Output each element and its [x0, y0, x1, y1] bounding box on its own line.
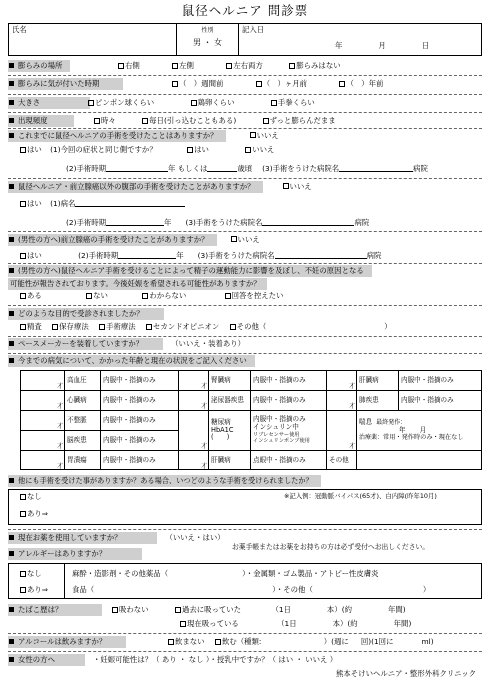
q-size [8, 97, 90, 109]
q-female-label: 女性の方へ [8, 654, 85, 666]
checkbox-icon[interactable] [118, 63, 124, 69]
q-smoking-label: たばこ歴は？ [8, 604, 102, 616]
prior-hernia-sub1: はい (1)今回の症状と同じ側ですか？ はい いいえ [20, 146, 274, 155]
opt-right[interactable]: 右側 [118, 61, 140, 70]
checkbox-icon[interactable] [20, 587, 26, 593]
divider [8, 231, 482, 232]
q-medication-label: 現在お薬を使用していますか？ [8, 532, 157, 544]
checkbox-icon[interactable] [226, 63, 232, 69]
divider [8, 633, 482, 634]
checkbox-icon[interactable] [20, 293, 26, 299]
divider [8, 112, 482, 113]
sex-options[interactable]: 男 ・ 女 [192, 38, 223, 47]
q-noticed-time [8, 78, 123, 90]
divider [8, 651, 482, 652]
disease-name-input[interactable] [75, 199, 185, 207]
name-label: 氏名 [12, 25, 27, 34]
allergy-line1[interactable]: 麻酔・造影剤・その他薬品（ ）・金属類・ゴム製品・アトピー性皮膚炎 [72, 569, 379, 578]
female-questions[interactable]: ・妊娠可能性は？（ あり ・ なし ）・授乳中ですか？（ はい ・ いいえ ） [92, 654, 338, 664]
fertility-options: ある ない わからない 回答を控えたい [20, 292, 283, 301]
checkbox-icon[interactable] [168, 639, 174, 645]
opt-both[interactable]: 左右両方 [226, 61, 263, 70]
size-options: ピンポン球くらい 鶏卵くらい 手拳くらい [88, 99, 315, 108]
patient-info-box [8, 23, 482, 56]
name-field[interactable] [9, 24, 177, 55]
checkbox-icon[interactable] [112, 607, 118, 613]
q-prior-hernia-surgery: これまでに鼠径ヘルニアの手術を受けたことはありますか？ いいえ [8, 130, 279, 142]
checkbox-icon[interactable] [187, 147, 193, 153]
checkbox-icon[interactable] [20, 511, 26, 517]
checkbox-icon[interactable] [180, 621, 186, 627]
q-fertility-line1: (男性の方へ)鼠径ヘルニア手術を受けることによって精子の運動能力に影響を及ぼし、不妊の原因となる [8, 265, 372, 277]
divider [8, 305, 482, 306]
purpose-options: 精査 保存療法 手術療法 セカンドオピニオン その他（ ） [20, 323, 392, 332]
pacemaker-options[interactable]: （いいえ・装着あり） [171, 338, 246, 348]
q-allergy-label: アレルギーはありますか？ [8, 548, 142, 560]
date-label: 記入日 [242, 25, 265, 34]
sex-label: 性別 [201, 27, 214, 34]
divider [8, 94, 482, 95]
sex-field[interactable] [177, 24, 239, 55]
checkbox-icon[interactable] [20, 253, 26, 259]
checkbox-icon[interactable] [250, 132, 256, 138]
q-prior-hernia-surgery-label: これまでに鼠径ヘルニアの手術を受けたことはありますか？ [8, 130, 226, 142]
other-surgery-sub1: はい (1)病名 [20, 199, 185, 209]
q-fertility-line2: 可能性が報告されております。今後妊娠を希望される可能性がありますか？ [8, 278, 267, 290]
q-bulge-location [8, 60, 70, 72]
page-title: 鼠径ヘルニア 問診票 [181, 3, 309, 18]
checkbox-icon[interactable] [142, 293, 148, 299]
checkbox-icon[interactable] [172, 81, 178, 87]
bulge-location-options [118, 62, 341, 71]
checkbox-icon[interactable] [245, 147, 251, 153]
surgery-age-input[interactable] [207, 164, 237, 172]
q-pacemaker-label: ペースメーカーを装着していますか？ [8, 338, 163, 350]
opt-left[interactable]: 左側 [172, 61, 194, 70]
q-female [8, 654, 337, 666]
hospital-input[interactable] [339, 164, 413, 172]
checkbox-icon[interactable] [263, 118, 269, 124]
checkbox-icon[interactable] [94, 118, 100, 124]
q-medication [8, 532, 225, 544]
q-alcohol-label: アルコールは飲みますか？ [8, 636, 126, 648]
smoking-line2: 現在吸っている （1日 本）(約 年間) [180, 620, 411, 629]
divider [8, 353, 482, 354]
checkbox-icon[interactable] [20, 324, 26, 330]
checkbox-icon[interactable] [20, 571, 26, 577]
q-medical-history-label: 今までの病気について、かかった年齢と現在の状況をご記入ください [8, 355, 255, 367]
checkbox-icon[interactable] [20, 201, 26, 207]
checkbox-icon[interactable] [231, 236, 237, 242]
checkbox-icon[interactable] [339, 81, 345, 87]
questionnaire-page: 鼠径ヘルニア 問診票 氏名 性別 男 ・ 女 記入日 年 月 日 膨らみの場所 右側 左側 左右両方 膨らみはない 膨らみに気が付いた時期 （ ）週間前 （ ）ヶ月前 （ ）年前 大きさ ピンポン球くらい 鶏卵くらい 手拳くらい 出現頻度 時々 毎日(引っ込むこともある) ずっと膨らんだまま これまでに鼠径ヘルニアの手術を受けたことはありますか？ いいえ はい (1)今回の症状と同じ側ですか？ はい いいえ (2)手術時期 年 もしくは 歳頃 (3)手術をうけた病院名 病院 鼠径ヘルニア・前立腺癌以外の腹部の手術を受けたことがありますか？ いいえ はい (1)病名 (2)手術時期 年 (3)手術をうけた病院名 病院 (男性の方へ)前立腺癌の手術を受けたことがありますか？ いいえ はい (2)手術時期 年 (3)手術をうけた病院名 病院 (男性の方へ)鼠径ヘルニア手術を受けることによって精子の運動能力に影響を及ぼし、不妊の原因となる 可能性が報告されております。今後妊娠を希望される可能性がありますか？ ある ない わからない 回答を控えたい どのような目的で受診されましたか？ 精査 保存療法 手術療法 セカンドオピニオン その他（ ） ペースメーカーを装着していますか？ （いいえ・装着あり） 今までの病気について、かかった年齢と現在の状況をご記入ください 才 高血圧 内服中・指摘のみ 才 心臓病 内服中・指摘のみ 才 不整脈 内服中・指摘のみ 才 脳疾患 内服中・指摘のみ 才 胃潰瘍 内服中・指摘のみ 才 腎臓病 内服中・指摘のみ 才 泌尿器疾患 内服中・指摘のみ 才 糖尿病 HbA1C ( ) 内服中・指摘のみ インシュリン中 リブレセンサー使用 インシュリンポンプ使用 才 肝臓病 点眼中・指摘のみ 才 肝臓病 内服中・指摘のみ 才 肺疾患 内服中・指摘のみ 才 喘息 最終発作： 年 月 治療薬：常用・発作時のみ・現在なし その他 他にも手術を受けた事がありますか？ある場合、いつどのような手術を受けられましたか？ なし ※記入例：冠動脈バイパス(65才)、白内障(昨年10月) あり⇒ 現在お薬を使用していますか？ （いいえ・はい） お薬手帳またはお薬をお持ちの方は必ず受付へお出しください。 アレルギーはありますか？ なし あり⇒ 麻酔・造影剤・その他薬品（ ）・金属類・ゴム製品・アトピー性皮膚炎 食品（ ）・その他（ ） たばこ歴は？ 吸わない 過去に吸っていた （1日 本）(約 年間) 現在吸っている （1日 本）(約 年間) アルコールは飲みますか？ 飲まない 飲む（種類: ）(週に 回)(1回に ml) 女性の方へ ・妊娠可能性は？（ あり ・ なし ）・授乳中ですか？（ はい ・ いいえ ） 熊本そけいヘルニア・整形外科クリニック [8, 0, 482, 684]
checkbox-icon[interactable] [88, 100, 94, 106]
checkbox-icon[interactable] [52, 324, 58, 330]
q-noticed-time-label: 膨らみに気が付いた時期 [8, 78, 123, 90]
checkbox-icon[interactable] [283, 183, 289, 189]
frequency-options: 時々 毎日(引っ込むこともある) ずっと膨らんだまま [94, 117, 336, 126]
divider [8, 263, 482, 264]
clinic-name: 熊本そけいヘルニア・整形外科クリニック [336, 669, 476, 678]
allergy-line2[interactable]: 食品（ ）・その他（ ） [72, 585, 431, 594]
q-fertility [8, 265, 372, 277]
divider [8, 128, 482, 129]
q-purpose-label: どのような目的で受診されましたか？ [8, 308, 164, 320]
divider [8, 178, 482, 179]
q-other-abdominal-surgery: 鼠径ヘルニア・前立腺癌以外の腹部の手術を受けたことがありますか？ いいえ [8, 181, 312, 193]
other-surgery-sub2: (2)手術時期 年 (3)手術をうけた病院名 病院 [66, 218, 370, 227]
checkbox-icon[interactable] [86, 293, 92, 299]
other-disease-input[interactable] [357, 451, 482, 470]
divider [8, 75, 482, 76]
q-allergy [8, 548, 142, 560]
checkbox-icon[interactable] [225, 293, 231, 299]
checkbox-icon[interactable] [99, 324, 105, 330]
checkbox-icon[interactable] [230, 324, 236, 330]
date-units: 年 月 日 [335, 41, 430, 50]
q-pacemaker [8, 338, 245, 350]
checkbox-icon[interactable] [256, 81, 262, 87]
q-bulge-location-label: 膨らみの場所 [8, 60, 70, 72]
checkbox-icon[interactable] [20, 147, 26, 153]
q-alcohol [8, 636, 126, 648]
checkbox-icon[interactable] [172, 63, 178, 69]
q-frequency [8, 115, 74, 127]
checkbox-icon[interactable] [271, 100, 277, 106]
medication-note: お薬手帳またはお薬をお持ちの方は必ず受付へお出しください。 [232, 543, 430, 551]
divider [8, 336, 482, 337]
smoking-line1: 吸わない 過去に吸っていた （1日 本）(約 年間) [112, 606, 406, 615]
q-smoking [8, 604, 102, 616]
medical-history-table: 才 高血圧 内服中・指摘のみ 才 心臓病 内服中・指摘のみ 才 不整脈 内服中・指摘のみ 才 脳疾患 内服中・指摘のみ 才 胃潰瘍 内服中・指摘のみ 才 腎臓病 内服中・指摘のみ 才 泌尿器疾患 内服中・指摘のみ 才 糖尿病 HbA1C ( ) 内服中・指摘のみ インシュリン中 リブレセンサー使用 インシュリンポンプ使用 才 肝臓病 点眼中・指摘のみ 才 肝臓病 内服中・指摘のみ 才 肺疾患 内服中・指摘のみ 才 喘息 最終発作： 年 月 治療薬：常用・発作時のみ・現在なし その他 [20, 370, 482, 470]
q-frequency-label: 出現頻度 [8, 115, 74, 127]
q-other-abdominal-surgery-label: 鼠径ヘルニア・前立腺癌以外の腹部の手術を受けたことがありますか？ [8, 181, 263, 193]
checkbox-icon[interactable] [215, 639, 221, 645]
checkbox-icon[interactable] [146, 324, 152, 330]
noticed-time-options: （ ）週間前 （ ）ヶ月前 （ ）年前 [172, 80, 383, 89]
date-field[interactable] [239, 24, 481, 55]
prior-hernia-sub2: (2)手術時期 年 もしくは 歳頃 (3)手術をうけた病院名 病院 [66, 164, 428, 173]
checkbox-icon[interactable] [20, 494, 26, 500]
q-other-surgeries-label: 他にも手術を受けた事がありますか？ある場合、いつどのような手術を受けられましたか？ [8, 475, 321, 487]
alcohol-options: 飲まない 飲む（種類: ）(週に 回)(1回に ml) [168, 638, 434, 647]
surgery-year-input[interactable] [106, 164, 168, 172]
prostate-sub: はい (2)手術時期 年 (3)手術をうけた病院名 病院 [20, 251, 381, 261]
medication-options[interactable]: （いいえ・はい） [165, 532, 225, 542]
q-prostate-surgery-label: (男性の方へ)前立腺癌の手術を受けたことがありますか？ [8, 234, 217, 246]
q-medical-history [8, 355, 255, 367]
checkbox-icon[interactable] [191, 100, 197, 106]
divider [8, 529, 482, 530]
q-size-label: 大きさ [8, 97, 90, 109]
surgery-example-note: ※記入例：冠動脈バイパス(65才)、白内障(昨年10月) [284, 492, 437, 500]
q-purpose [8, 308, 164, 320]
q-other-surgeries [8, 475, 321, 487]
checkbox-icon[interactable] [175, 607, 181, 613]
checkbox-icon[interactable] [142, 118, 148, 124]
q-prostate-surgery: (男性の方へ)前立腺癌の手術を受けたことがありますか？ いいえ [8, 234, 260, 246]
opt-none[interactable]: 膨らみはない [289, 61, 340, 70]
checkbox-icon[interactable] [289, 63, 295, 69]
